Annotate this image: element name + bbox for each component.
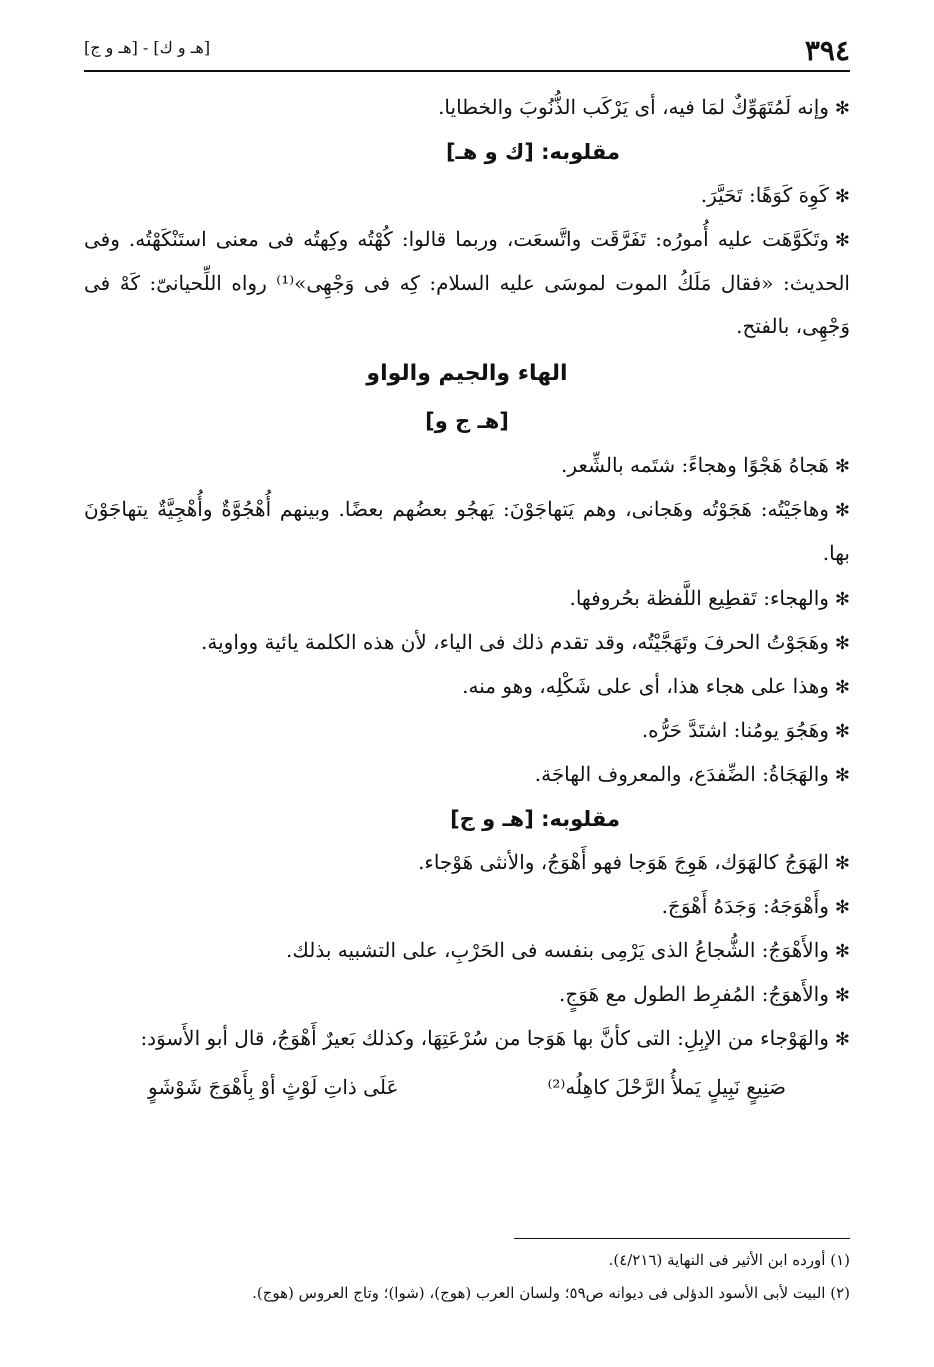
entry-paragraph: ✻وهاجَيْتُه: هَجَوْتُه وهَجانى، وهم يَتهاجَوْنَ: يَهجُو بعضُهم بعضًا. وبينهم أُهْجُوَّةٌ وأُهْجِيَّةٌ يتهاجَوْنَ بها. <box>84 497 850 565</box>
entry-line: ✻والأَهْوَجُ: الشُّجاعُ الذى يَرْمِى بنفسه فى الحَرْبِ، على التشبيه بذلك. <box>286 938 850 962</box>
header-divider <box>84 70 850 72</box>
asterisk-icon: ✻ <box>834 721 850 742</box>
entry-line: ✻الهَوَجُ كالهَوَك، هَوِجَ هَوَجا فهو أَهْوَجُ، والأنثى هَوْجاء. <box>418 850 850 874</box>
footnote-1: (١) أورده ابن الأثير فى النهاية (٤/٢١٦). <box>608 1251 850 1269</box>
page-body <box>84 86 850 1107</box>
asterisk-icon: ✻ <box>834 897 850 918</box>
entry-line: ✻وهذا على هجاء هذا، أى على شَكْلِه، وهو منه. <box>462 674 850 698</box>
asterisk-icon: ✻ <box>834 500 850 521</box>
entry-line: ✻والأَهوَجُ: المُفرِط الطول مع هَوَجٍ. <box>559 982 850 1006</box>
entry-line: ✻هَجاهُ هَجْوًا وهجاءً: شتَمه بالشِّعر. <box>561 453 850 477</box>
footnote-2: (٢) البيت لأبى الأسود الدؤلى فى ديوانه ص٥٩؛ ولسان العرب (هوج)، (شوا)؛ وتاج العروس (هوج). <box>252 1284 850 1302</box>
page-header <box>84 32 850 68</box>
entry-line: ✻وإنه لَمُتَهَوِّكٌ لمَا فيه، أى يَرْكَب الذُّنُوبَ والخطايا. <box>438 95 850 119</box>
asterisk-icon: ✻ <box>834 230 850 251</box>
entry-line: ✻وهَجُوَ يومُنا: اشتَدَّ حَرُّه. <box>641 718 850 742</box>
verse-hemistich-first: صَنِيعٍ نَبِيلٍ يَملأُ الرَّحْلَ كاهِلُه⁽²⁾ <box>547 1075 786 1099</box>
poetry-verse <box>84 1061 850 1107</box>
entry-line: ✻والهجاء: تَقطِيع اللَّفظة بحُروفها. <box>569 586 850 610</box>
asterisk-icon: ✻ <box>834 985 850 1006</box>
root-title-hjw: [هـ ج و] <box>425 409 509 433</box>
asterisk-icon: ✻ <box>834 1029 850 1050</box>
footnotes <box>84 1244 850 1310</box>
entry-line: ✻وأَهْوَجَهُ: وَجَدَهُ أَهْوَجَ. <box>661 894 850 918</box>
entry-paragraph: ✻والهَوْجاء من الإبِلِ: التى كأنَّ بها هَوَجا من سُرْعَتِهَا، وكذلك بَعيرٌ أَهْوَجُ، قال أبو الأَسوَد: <box>140 1026 850 1050</box>
entry-line: ✻والهَجَاةُ: الضِّفدَع، والمعروف الهاجَة. <box>534 762 850 786</box>
asterisk-icon: ✻ <box>834 633 850 654</box>
running-root-reference: [هـ و ك] - [هـ و ج] <box>84 38 211 57</box>
asterisk-icon: ✻ <box>834 456 850 477</box>
asterisk-icon: ✻ <box>834 186 850 207</box>
asterisk-icon: ✻ <box>834 853 850 874</box>
verse-hemistich-second: عَلَى ذاتِ لَوْثٍ أوْ بِأَهْوَجَ شَوْشَوٍ <box>148 1075 399 1099</box>
asterisk-icon: ✻ <box>834 765 850 786</box>
asterisk-icon: ✻ <box>834 589 850 610</box>
subheading-hwj: مقلوبه: [هـ و ج] <box>450 807 620 831</box>
asterisk-icon: ✻ <box>834 98 850 119</box>
section-title: الهاء والجيم والواو <box>366 361 568 386</box>
footnote-divider <box>514 1238 850 1239</box>
entry-line: ✻وهَجَوْتُ الحرفَ وتَهَجَّيْتُه، وقد تقدم ذلك فى الياء، لأن هذه الكلمة يائية وواوية. <box>201 630 850 654</box>
entry-line: ✻كَوِهَ كَوَهًا: تَحَيَّرَ. <box>700 183 850 207</box>
asterisk-icon: ✻ <box>834 677 850 698</box>
subheading-kwh: مقلوبه: [ك و هـ] <box>445 140 620 164</box>
page-number: ٣٩٤ <box>804 34 850 67</box>
asterisk-icon: ✻ <box>834 941 850 962</box>
entry-paragraph: ✻وتَكَوَّهَت عليه أُمورُه: تَفَرَّقَت واتَّسعَت، وربما قالوا: كُهْتُه وكِهتُه فى معنى استَنْكَهْتُه. وفى الحديث: «فقال مَلَكُ الموت لموسَى عليه السلام: كِه فى وَجْهِى»⁽¹⁾ رواه اللِّحيانىّ: كَهْ فى وَجْهِى، بالفتح. <box>84 227 850 338</box>
